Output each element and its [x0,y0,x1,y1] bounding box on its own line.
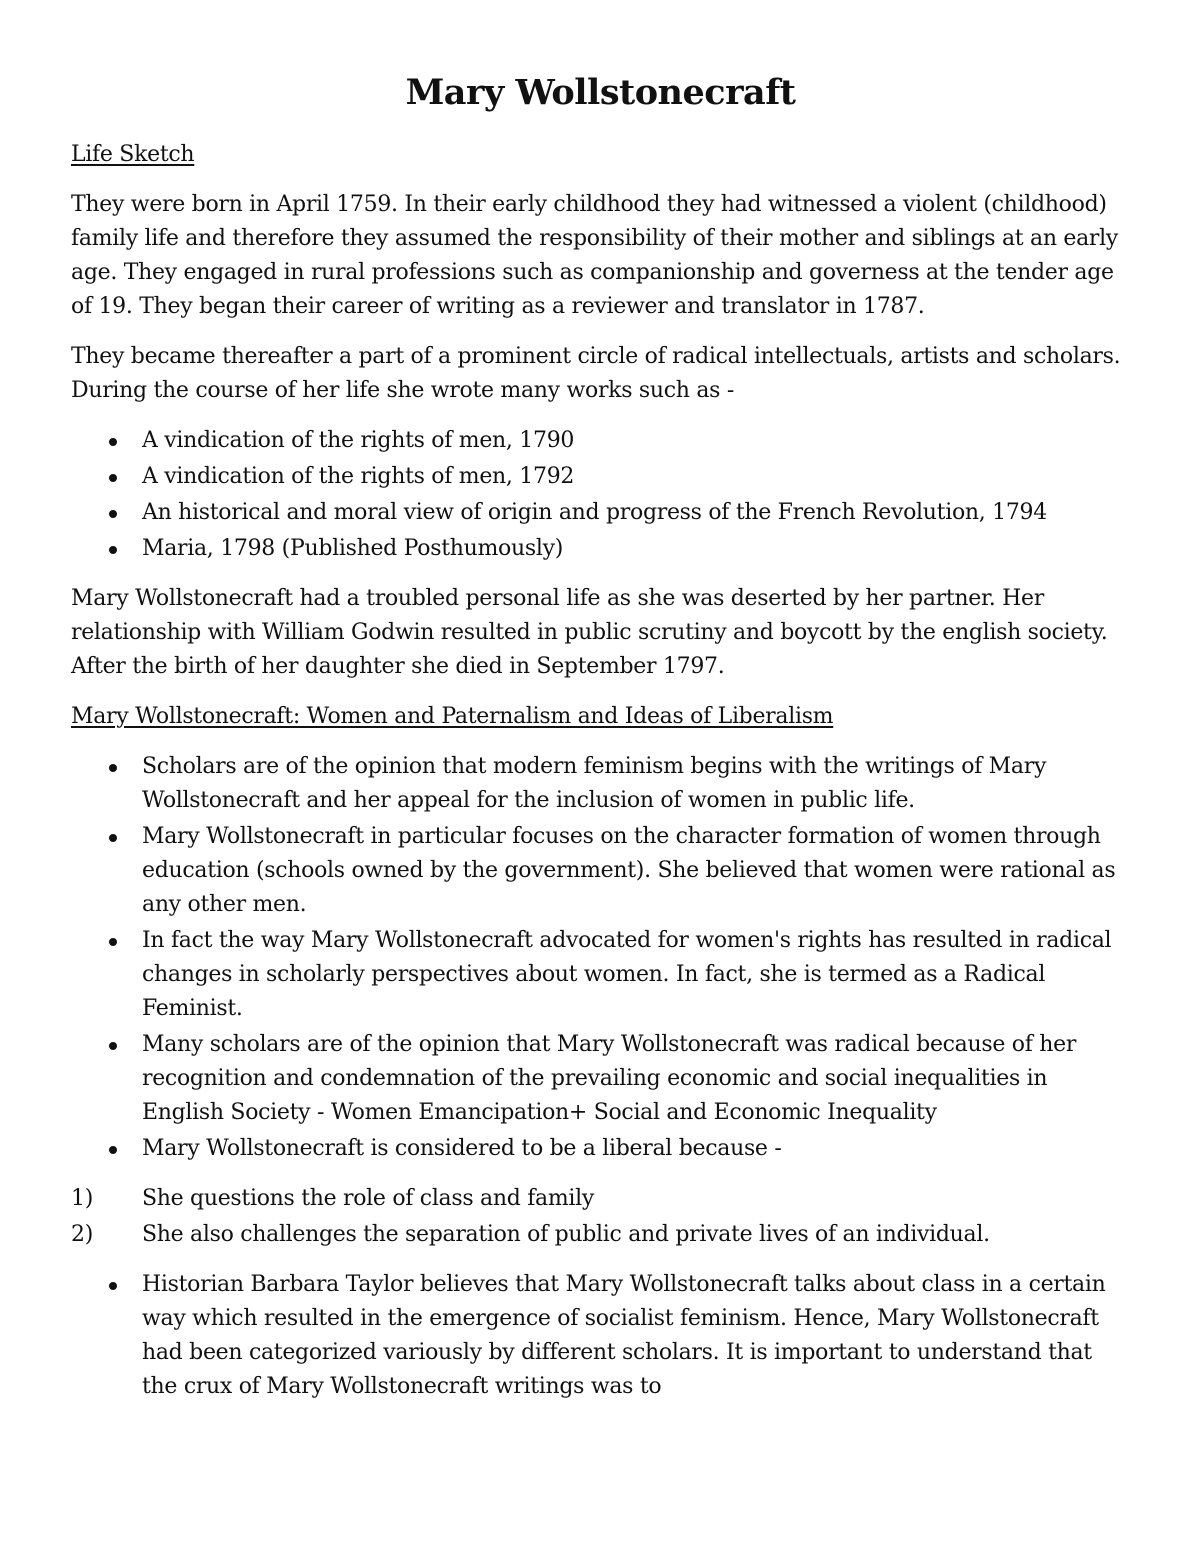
list-number: 1) [71,1186,93,1211]
liberal-reasons-list [71,1182,1130,1252]
paragraph-personal-life: Mary Wollstonecraft had a troubled personal life as she was deserted by her partner. Her relationship with William Godwin resulted in public scrutiny and boycott by the english society. After the birth of her daughter she died in September 1797. [71,586,1108,679]
list-item [71,424,1130,458]
list-item-text: Mary Wollstonecraft in particular focuses on the character formation of women through education (schools owned by the government). She believed that women were rational as any other men. [142,824,1116,917]
list-item-text: A vindication of the rights of men, 1792 [142,464,575,489]
list-item-text: Historian Barbara Taylor believes that Mary Wollstonecraft talks about class in a certain way which resulted in the emergence of socialist feminism. Hence, Mary Wollstonecraft had been categorized variously by different scholars. It is important to understand that the crux of Mary Wollstonecraft writings was to [142,1272,1106,1399]
list-item-text: A vindication of the rights of men, 1790 [142,428,575,453]
list-item [71,496,1130,530]
list-item [71,820,1130,922]
section-heading-paternalism: Mary Wollstonecraft: Women and Paternalism and Ideas of Liberalism [71,704,834,729]
paternalism-list [71,750,1130,1166]
taylor-list [71,1268,1130,1404]
list-item [71,1182,1130,1216]
paragraph-early-life: They were born in April 1759. In their early childhood they had witnessed a violent (childhood) family life and therefore they assumed the responsibility of their mother and siblings at an early age. They engaged in rural professions such as companionship and governess at the tender age of 19. They began their career of writing as a reviewer and translator in 1787. [71,192,1119,319]
list-item-text: Many scholars are of the opinion that Mary Wollstonecraft was radical because of her recognition and condemnation of the prevailing economic and social inequalities in English Society - Women Emancipation+ Social and Economic Inequality [142,1032,1077,1125]
list-item-text: Scholars are of the opinion that modern feminism begins with the writings of Mary Wollstonecraft and her appeal for the inclusion of women in public life. [142,754,1047,813]
list-item [71,1218,1130,1252]
paragraph-intellectual-circle: They became thereafter a part of a prominent circle of radical intellectuals, artists and scholars. During the course of her life she wrote many works such as - [71,344,1121,403]
list-item-text: Mary Wollstonecraft is considered to be a liberal because - [142,1136,782,1161]
list-item-text: She questions the role of class and family [142,1186,595,1211]
list-item-text: In fact the way Mary Wollstonecraft advocated for women's rights has resulted in radical changes in scholarly perspectives about women. In fact, she is termed as a Radical Feminist. [142,928,1112,1021]
list-item [71,532,1130,566]
list-item [71,750,1130,818]
list-number: 2) [71,1222,93,1247]
list-item [71,1132,1130,1166]
list-item [71,1268,1130,1404]
list-item-text: She also challenges the separation of public and private lives of an individual. [142,1222,990,1247]
works-list [71,424,1130,566]
list-item-text: Maria, 1798 (Published Posthumously) [142,536,563,561]
list-item [71,460,1130,494]
list-item-text: An historical and moral view of origin and progress of the French Revolution, 1794 [142,500,1047,525]
list-item [71,924,1130,1026]
list-item [71,1028,1130,1130]
section-heading-life-sketch: Life Sketch [71,142,195,167]
page-title: Mary Wollstonecraft [405,72,796,113]
